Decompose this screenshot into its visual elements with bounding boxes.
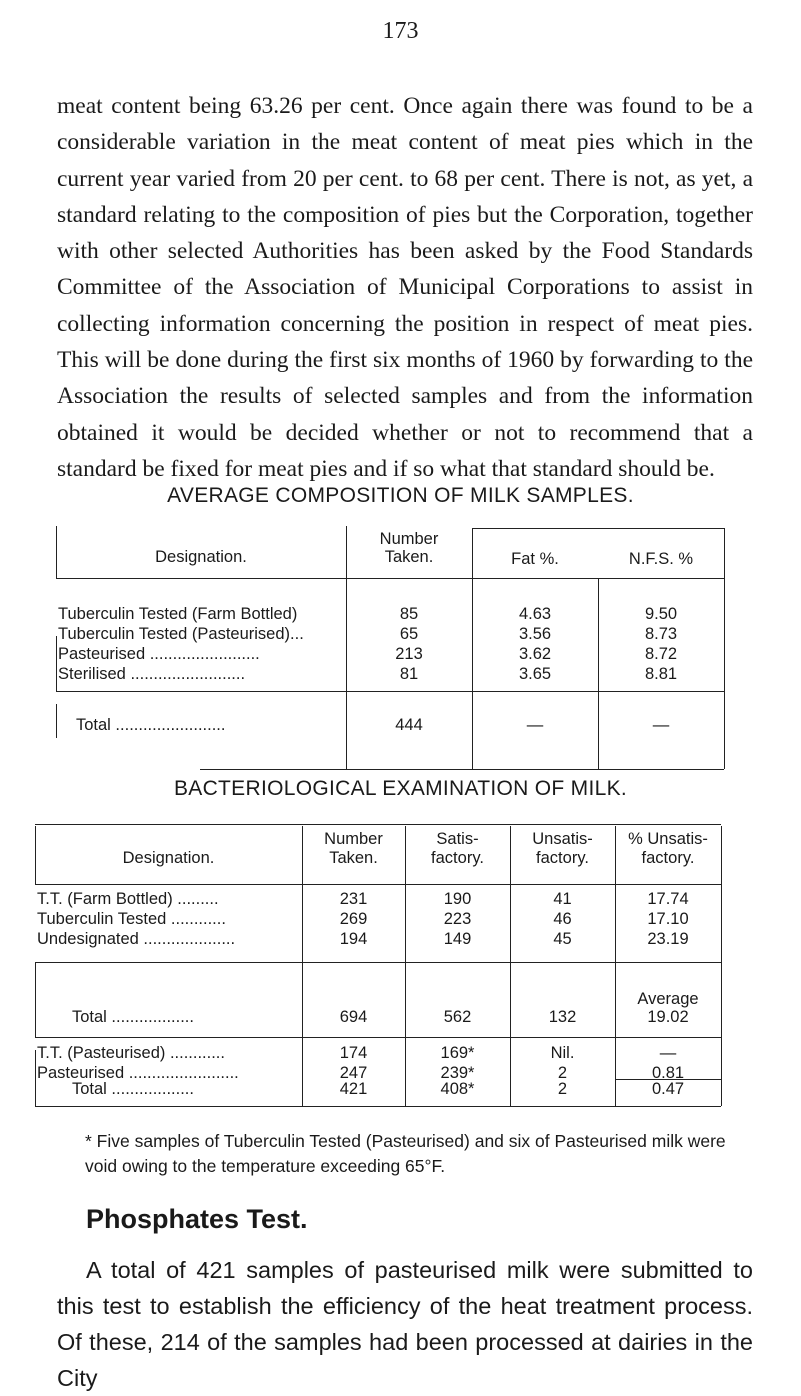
total-unsatis: 132	[548, 1008, 577, 1026]
row-pct: 0.81	[651, 1064, 685, 1082]
table-rule	[35, 1050, 36, 1106]
row-unsatis: 2	[557, 1064, 568, 1082]
col-header-nfs: N.F.S. %	[628, 550, 694, 568]
table-rule	[35, 1106, 721, 1107]
row-fat: 3.65	[518, 665, 552, 683]
row-number: 81	[399, 665, 419, 683]
row-fat: 3.62	[518, 645, 552, 663]
col-header-pct-2: factory.	[641, 849, 695, 867]
row-designation: Undesignated ....................	[37, 930, 236, 948]
row-pct: 23.19	[647, 930, 689, 948]
total-label: Total ........................	[76, 716, 226, 734]
row-designation: Tuberculin Tested ............	[37, 910, 226, 928]
row-satis: 223	[443, 910, 472, 928]
total-fat: —	[526, 716, 544, 734]
phosphates-paragraph-text: A total of 421 samples of pasteurised milk were submitted to this test to establish the efficiency of the heat treatment process. Of these, 214 of the samples had been processed at dairies in the City	[57, 1257, 753, 1391]
col-header-taken: Taken.	[329, 849, 378, 867]
col-header-unsatis: Unsatis-	[532, 830, 593, 848]
total-unsatis: 2	[557, 1080, 568, 1098]
phosphates-paragraph	[57, 1252, 753, 1396]
row-designation: Pasteurised ........................	[37, 1064, 239, 1082]
row-designation: Tuberculin Tested (Farm Bottled)	[58, 605, 298, 623]
row-number: 174	[339, 1044, 368, 1062]
row-pct: —	[659, 1044, 677, 1062]
table-rule	[35, 824, 721, 825]
total-number: 421	[339, 1080, 368, 1098]
row-number: 247	[339, 1064, 368, 1082]
row-designation: Pasteurised ........................	[58, 645, 260, 663]
col-header-satis: Satis-	[436, 830, 479, 848]
total-label: Total ..................	[72, 1080, 194, 1098]
row-unsatis: Nil.	[550, 1044, 575, 1062]
total-nfs: —	[652, 716, 670, 734]
total-pct-label: Average	[637, 990, 699, 1008]
total-pct: 19.02	[647, 1008, 689, 1026]
col-header-satis-2: factory.	[431, 849, 484, 867]
col-header-fat: Fat %.	[511, 550, 559, 568]
milk-composition-title: AVERAGE COMPOSITION OF MILK SAMPLES.	[167, 484, 634, 507]
footnote: * Five samples of Tuberculin Tested (Pasteurised) and six of Pasteurised milk were void owing to the temperature exceeding 65°F.	[85, 1131, 726, 1176]
row-designation: Sterilised .........................	[58, 665, 246, 683]
col-header-designation: Designation.	[122, 849, 215, 867]
bacteriological-title: BACTERIOLOGICAL EXAMINATION OF MILK.	[173, 777, 628, 800]
row-number: 85	[399, 605, 419, 623]
col-header-taken: Taken.	[384, 548, 434, 566]
row-unsatis: 46	[553, 910, 572, 928]
table-rule	[35, 1037, 721, 1038]
col-header-number: Number	[379, 530, 439, 548]
intro-paragraph-text: meat content being 63.26 per cent. Once again there was found to be a considerable variation in the meat content of meat pies which in the current year varied from 20 per cent. to 68 per cent. There is not, as yet, a standard relating to the composition of pies but the Corporation, together with other selected Authorities has been asked by the Food Standards Committee of the Association of Municipal Corporations to assist in collecting information concerning the position in respect of meat pies. This will be done during the first six months of 1960 by forwarding to the Association the results of selected samples and from the information obtained it would be decided whether or not to recommend that a standard be fixed for meat pies and if so what that standard should be.	[57, 93, 753, 482]
col-header-unsatis-2: factory.	[536, 849, 589, 867]
total-number: 444	[395, 716, 423, 734]
table-rule	[35, 962, 36, 1037]
page-number: 173	[382, 18, 419, 44]
row-pct: 17.10	[647, 910, 689, 928]
row-designation: Tuberculin Tested (Pasteurised)...	[58, 625, 304, 643]
row-satis: 149	[443, 930, 472, 948]
row-nfs: 8.72	[644, 645, 678, 663]
row-satis: 190	[443, 890, 472, 908]
row-unsatis: 45	[553, 930, 572, 948]
total-pct: 0.47	[651, 1080, 685, 1098]
row-nfs: 8.81	[644, 665, 678, 683]
row-designation: T.T. (Pasteurised) ............	[37, 1044, 225, 1062]
table-rule	[35, 884, 721, 885]
row-number: 194	[339, 930, 368, 948]
col-header-designation: Designation.	[155, 548, 247, 566]
row-number: 65	[399, 625, 419, 643]
row-unsatis: 41	[553, 890, 572, 908]
total-label: Total ..................	[72, 1008, 194, 1026]
row-number: 213	[395, 645, 423, 663]
phosphates-heading: Phosphates Test.	[86, 1204, 308, 1234]
row-pct: 17.74	[647, 890, 689, 908]
total-number: 694	[339, 1008, 368, 1026]
col-header-number: Number	[324, 830, 383, 848]
col-header-pct: % Unsatis-	[628, 830, 708, 848]
table-rule	[35, 962, 721, 963]
row-nfs: 9.50	[644, 605, 678, 623]
row-fat: 3.56	[518, 625, 552, 643]
row-fat: 4.63	[518, 605, 552, 623]
row-satis: 169*	[440, 1044, 475, 1062]
row-satis: 239*	[440, 1064, 475, 1082]
row-nfs: 8.73	[644, 625, 678, 643]
row-number: 269	[339, 910, 368, 928]
row-number: 231	[339, 890, 368, 908]
total-satis: 562	[443, 1008, 472, 1026]
row-designation: T.T. (Farm Bottled) .........	[37, 890, 219, 908]
total-satis: 408*	[440, 1080, 475, 1098]
table-rule	[721, 826, 722, 1106]
